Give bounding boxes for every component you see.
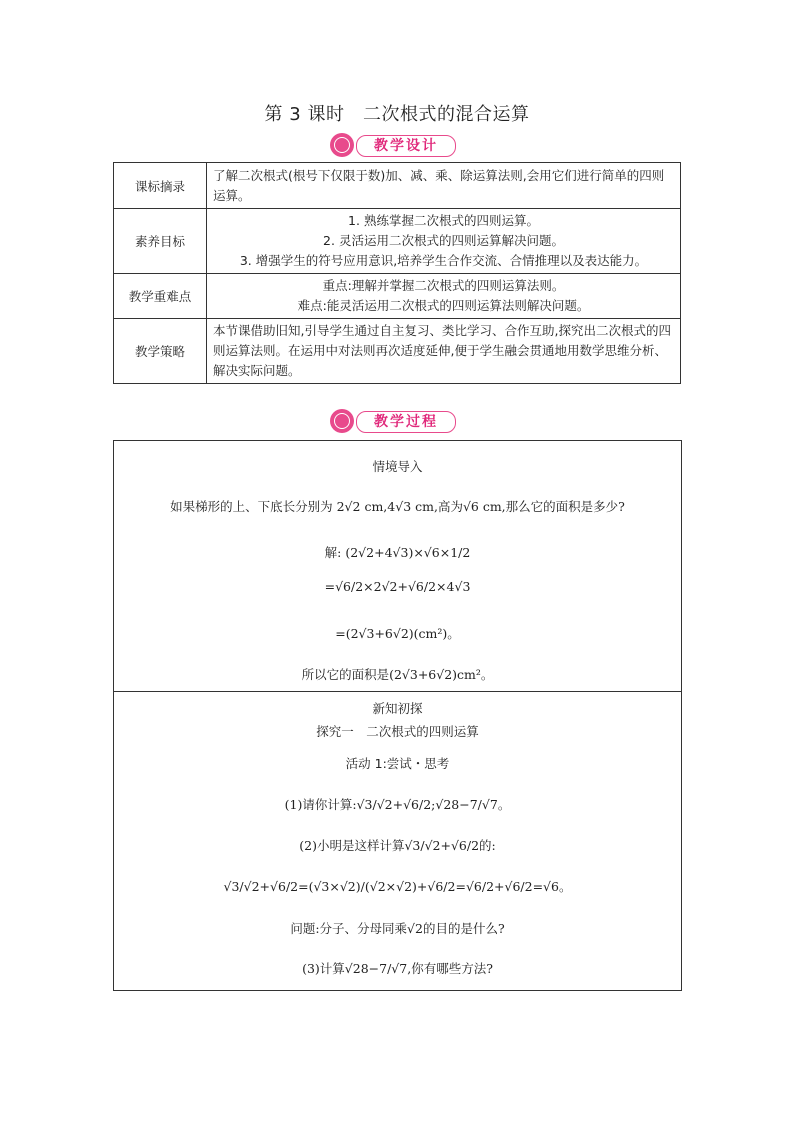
row-head: 素养目标: [114, 209, 207, 274]
activity-title: 活动 1:尝试・思考: [345, 756, 450, 771]
question: (2)小明是这样计算√3/√2+√6/2的:: [299, 838, 496, 853]
table-row: [114, 274, 681, 319]
row-head: 教学策略: [114, 319, 207, 384]
design-banner: [330, 133, 460, 157]
design-banner-label: 教学设计: [356, 135, 456, 157]
row-head: 教学重难点: [114, 274, 207, 319]
row-body: [207, 209, 681, 274]
explore-title: 探究一 二次根式的四则运算: [316, 724, 479, 739]
row-body: [207, 274, 681, 319]
table-row: [114, 319, 681, 384]
question: (1)请你计算:√3/√2+√6/2;√28−7/√7。: [284, 797, 511, 812]
design-table: [113, 162, 681, 384]
row-head: 课标摘录: [114, 163, 207, 209]
solution-line: =(2√3+6√2)(cm²)。: [335, 626, 460, 641]
process-box: [113, 440, 682, 991]
page-title: 第 3 课时 二次根式的混合运算: [264, 104, 530, 125]
goal-line: 1. 熟练掌握二次根式的四则运算。: [348, 213, 539, 228]
section-title: 新知初探: [372, 701, 423, 716]
answer-line: 所以它的面积是(2√3+6√2)cm²。: [301, 667, 494, 682]
solution-line: =√6/2×2√2+√6/2×4√3: [324, 579, 471, 594]
question: 如果梯形的上、下底长分别为 2√2 cm,4√3 cm,高为√6 cm,那么它的面积是多少?: [170, 499, 625, 514]
goal-line: 2. 灵活运用二次根式的四则运算解决问题。: [323, 233, 564, 248]
process-banner: [330, 409, 460, 433]
section-divider: [114, 691, 681, 692]
process-banner-label: 教学过程: [356, 411, 456, 433]
goal-line: 3. 增强学生的符号应用意识,培养学生合作交流、合情推理以及表达能力。: [239, 253, 648, 268]
book-icon: [330, 409, 354, 433]
row-body: 了解二次根式(根号下仅限于数)加、减、乘、除运算法则,会用它们进行简单的四则运算。: [207, 163, 681, 209]
focus-line: 重点:理解并掌握二次根式的四则运算法则。: [322, 278, 565, 293]
question: (3)计算√28−7/√7,你有哪些方法?: [302, 961, 493, 976]
table-row: [114, 163, 681, 209]
focus-line: 难点:能灵活运用二次根式的四则运算法则解决问题。: [297, 298, 590, 313]
question: 问题:分子、分母同乘√2的目的是什么?: [290, 921, 505, 936]
section-title: 情境导入: [372, 459, 423, 474]
table-row: [114, 209, 681, 274]
book-icon: [330, 133, 354, 157]
row-body: 本节课借助旧知,引导学生通过自主复习、类比学习、合作互助,探究出二次根式的四则运算法则。在运用中对法则再次适度延伸,便于学生融会贯通地用数学思维分析、解决实际问题。: [207, 319, 681, 384]
solution-line: 解: (2√2+4√3)×√6×1/2: [324, 545, 471, 560]
calculation: √3/√2+√6/2=(√3×√2)/(√2×√2)+√6/2=√6/2+√6/2=√6。: [223, 879, 572, 894]
